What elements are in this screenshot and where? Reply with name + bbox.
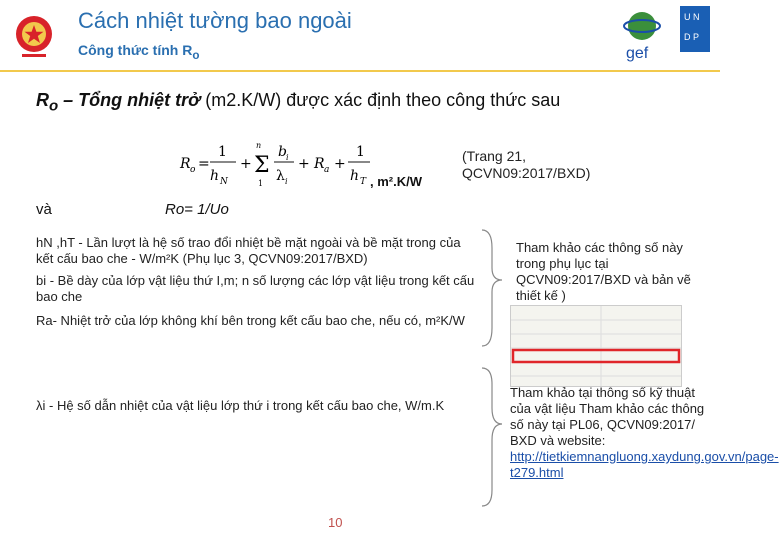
svg-text:R: R (314, 156, 325, 172)
reference-table-thumbnail (510, 305, 682, 387)
svg-text:λ: λ (276, 168, 285, 184)
svg-text:i: i (285, 177, 288, 186)
and-label: và (36, 201, 52, 218)
header-divider (0, 70, 720, 72)
svg-text:b: b (278, 144, 287, 160)
gef-logo (620, 8, 664, 64)
svg-text:1: 1 (356, 144, 365, 160)
note-specs: Tham khảo tại thông số kỹ thuật của vật liệu Tham khảo các thông số này tại PL06, QCVN09:2017/ BXD và website: http://tietkiemnangluong.xaydung.gov.vn/page-t279.html (510, 385, 779, 480)
website-link[interactable]: http://tietkiemnangluong.xaydung.gov.vn/page-t279.html (510, 449, 779, 480)
note-appendix: Tham khảo các thông số này trong phụ lục tại QCVN09:2017/BXD và bản vẽ thiết kế ) (516, 240, 691, 303)
svg-text:i: i (286, 153, 289, 162)
svg-text:1: 1 (218, 144, 227, 160)
brace-top (482, 230, 502, 346)
svg-text:h: h (350, 168, 360, 184)
svg-text:h: h (210, 168, 220, 184)
page-subtitle: Công thức tính $R_o$ (78, 42, 200, 62)
formula-unit: , m².K/W (370, 174, 422, 189)
bracket-lines (478, 228, 508, 508)
svg-text:n: n (256, 141, 262, 150)
svg-text:+: + (240, 156, 252, 172)
svg-text:R: R (180, 156, 191, 172)
headline: $R_o$ – Tổng nhiệt trở (m2.K/W) được xác định theo công thức sau (36, 90, 561, 115)
svg-text:=: = (198, 156, 210, 172)
undp-logo (680, 6, 710, 62)
svg-text:gef: gef (626, 45, 649, 62)
page-title: Cách nhiệt tường bao ngoài (78, 8, 352, 33)
vietnam-emblem-logo (12, 12, 56, 60)
svg-text:a: a (324, 165, 330, 175)
svg-text:U N: U N (684, 12, 700, 22)
page-number: 10 (328, 515, 343, 530)
svg-text:Σ: Σ (254, 153, 270, 178)
brace-bottom (482, 368, 502, 506)
svg-text:+: + (298, 156, 310, 172)
definition-lambda: λi - Hệ số dẫn nhiệt của vật liệu lớp thứ i trong kết cấu bao che, W/m.K (36, 398, 445, 413)
definition-bi: bi - Bề dày của lớp vật liệu thứ I,m; n số lượng các lớp vật liệu trong kết cấu bao che (36, 273, 475, 304)
svg-text:+: + (334, 156, 346, 172)
definition-hn-ht: hN ,hT - Lần lượt là hệ số trao đổi nhiệt bề mặt ngoài và bề mặt trong của kết cấu bao che - W/m²K (Phụ lục 3, QCVN09:2017/BXD) (36, 235, 461, 266)
svg-text:N: N (220, 177, 228, 187)
svg-text:o: o (190, 165, 196, 175)
definition-ra: Ra- Nhiệt trở của lớp không khí bên trong kết cấu bao che, nếu có, m²K/W (36, 313, 465, 328)
svg-text:1: 1 (258, 179, 264, 188)
svg-text:D P: D P (684, 32, 700, 42)
formula-reference: (Trang 21, QCVN09:2017/BXD) (462, 148, 591, 181)
ro-relation: Ro= 1/Uo (165, 201, 229, 218)
svg-text:T: T (360, 177, 367, 187)
